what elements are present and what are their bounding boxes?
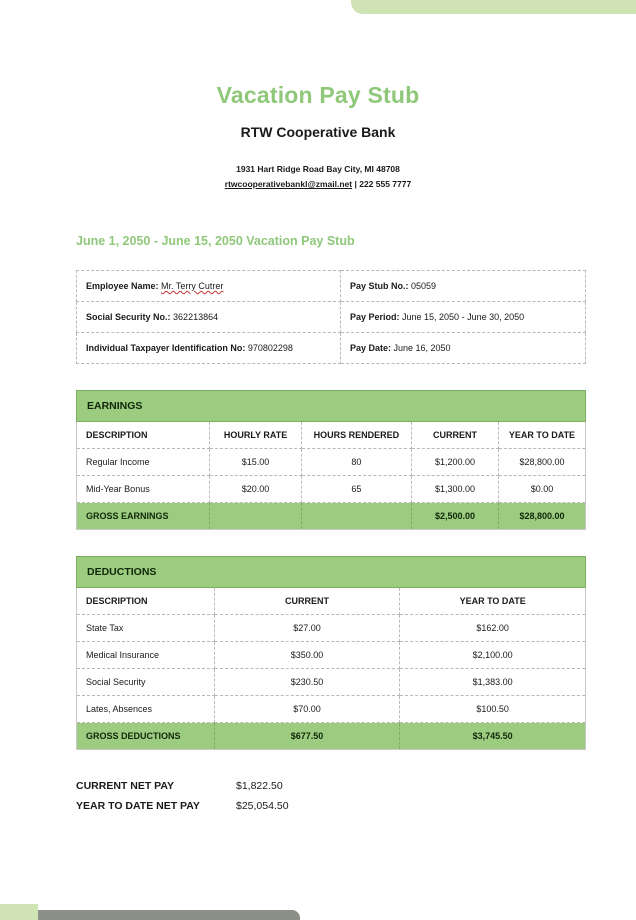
table-row xyxy=(77,476,586,503)
earnings-cell-hourly-rate: $15.00 xyxy=(210,449,302,476)
pay-date-value: June 16, 2050 xyxy=(393,343,451,353)
company-contact-block xyxy=(0,162,636,192)
gross-earnings-label: GROSS EARNINGS xyxy=(77,503,210,530)
earnings-section-header: EARNINGS xyxy=(76,390,586,422)
gross-deductions-ytd: $3,745.50 xyxy=(400,723,586,750)
earnings-cell-ytd: $28,800.00 xyxy=(498,449,585,476)
employee-name-cell xyxy=(77,271,341,302)
contact-separator: | xyxy=(352,179,360,189)
gross-deductions-label: GROSS DEDUCTIONS xyxy=(77,723,215,750)
pay-period-heading: June 1, 2050 - June 15, 2050 Vacation Pay Stub xyxy=(76,234,355,248)
itin-cell xyxy=(77,333,341,364)
earnings-header-hours-rendered: HOURS RENDERED xyxy=(301,422,411,449)
company-name: RTW Cooperative Bank xyxy=(240,124,396,140)
deductions-cell-description: Lates, Absences xyxy=(77,696,215,723)
table-row xyxy=(77,615,586,642)
deductions-cell-ytd: $162.00 xyxy=(400,615,586,642)
ssn-cell xyxy=(77,302,341,333)
bottom-gray-accent-bar xyxy=(38,910,300,920)
deductions-cell-description: State Tax xyxy=(77,615,215,642)
earnings-cell-hourly-rate: $20.00 xyxy=(210,476,302,503)
deductions-cell-current: $350.00 xyxy=(214,642,400,669)
gross-deductions-row xyxy=(77,723,586,750)
deductions-cell-current: $230.50 xyxy=(214,669,400,696)
gross-earnings-current: $2,500.00 xyxy=(412,503,499,530)
itin-label: Individual Taxpayer Identification No: xyxy=(86,343,246,353)
gross-earnings-row xyxy=(77,503,586,530)
deductions-header-current: CURRENT xyxy=(214,588,400,615)
earnings-header-hourly-rate: HOURLY RATE xyxy=(210,422,302,449)
company-contact-line xyxy=(0,177,636,192)
itin-value: 970802298 xyxy=(247,343,293,353)
table-row xyxy=(77,642,586,669)
pay-date-cell xyxy=(340,333,585,364)
ssn-label: Social Security No.: xyxy=(86,312,171,322)
earnings-cell-description: Regular Income xyxy=(77,449,210,476)
earnings-header-current: CURRENT xyxy=(412,422,499,449)
ytd-net-pay-value: $25,054.50 xyxy=(236,800,289,812)
table-row xyxy=(77,449,586,476)
bottom-left-accent-block xyxy=(0,904,38,920)
deductions-cell-current: $27.00 xyxy=(214,615,400,642)
company-phone: 222 555 7777 xyxy=(359,179,412,189)
pay-stub-no-value: 05059 xyxy=(411,281,437,291)
earnings-cell-hours: 80 xyxy=(301,449,411,476)
ytd-net-pay-row xyxy=(76,800,586,812)
deductions-section-header: DEDUCTIONS xyxy=(76,556,586,588)
table-row xyxy=(77,696,586,723)
employee-name-value: Mr. Terry Cutrer xyxy=(161,281,224,291)
pay-stub-no-cell xyxy=(340,271,585,302)
gross-deductions-current: $677.50 xyxy=(214,723,400,750)
gross-earnings-ytd: $28,800.00 xyxy=(498,503,585,530)
deductions-cell-description: Medical Insurance xyxy=(77,642,215,669)
deductions-cell-ytd: $2,100.00 xyxy=(400,642,586,669)
earnings-table xyxy=(76,422,586,530)
earnings-cell-hours: 65 xyxy=(301,476,411,503)
current-net-pay-label: CURRENT NET PAY xyxy=(76,780,175,792)
pay-period-cell xyxy=(340,302,585,333)
deductions-cell-ytd: $1,383.00 xyxy=(400,669,586,696)
net-pay-summary xyxy=(76,780,586,812)
deductions-header-row xyxy=(77,588,586,615)
current-net-pay-row xyxy=(76,780,586,792)
ytd-net-pay-label: YEAR TO DATE NET PAY xyxy=(76,800,200,812)
pay-stub-no-label: Pay Stub No.: xyxy=(349,281,409,291)
earnings-cell-current: $1,200.00 xyxy=(412,449,499,476)
table-row xyxy=(77,669,586,696)
pay-period-label: Pay Period: xyxy=(349,312,400,322)
earnings-header-year-to-date: YEAR TO DATE xyxy=(498,422,585,449)
deductions-header-year-to-date: YEAR TO DATE xyxy=(400,588,586,615)
earnings-header-row xyxy=(77,422,586,449)
table-row xyxy=(77,333,586,364)
earnings-cell-description: Mid-Year Bonus xyxy=(77,476,210,503)
earnings-cell-ytd: $0.00 xyxy=(498,476,585,503)
pay-date-label: Pay Date: xyxy=(349,343,391,353)
current-net-pay-value: $1,822.50 xyxy=(236,780,283,792)
ssn-value: 362213864 xyxy=(173,312,219,322)
employee-info-table xyxy=(76,270,586,364)
table-row xyxy=(77,271,586,302)
deductions-cell-current: $70.00 xyxy=(214,696,400,723)
company-email: rtwcooperativebankl@zmail.net xyxy=(224,179,353,189)
deductions-header-description: DESCRIPTION xyxy=(77,588,215,615)
deductions-cell-ytd: $100.50 xyxy=(400,696,586,723)
pay-period-value: June 15, 2050 - June 30, 2050 xyxy=(402,312,525,322)
top-right-accent-bar xyxy=(351,0,636,14)
page-title: Vacation Pay Stub xyxy=(216,82,420,108)
employee-name-label: Employee Name: xyxy=(86,281,159,291)
deductions-cell-description: Social Security xyxy=(77,669,215,696)
earnings-cell-current: $1,300.00 xyxy=(412,476,499,503)
deductions-table xyxy=(76,588,586,750)
company-address: 1931 Hart Ridge Road Bay City, MI 48708 xyxy=(236,164,400,174)
table-row xyxy=(77,302,586,333)
gross-earnings-blank-2 xyxy=(301,503,411,530)
earnings-header-description: DESCRIPTION xyxy=(77,422,210,449)
gross-earnings-blank-1 xyxy=(210,503,302,530)
